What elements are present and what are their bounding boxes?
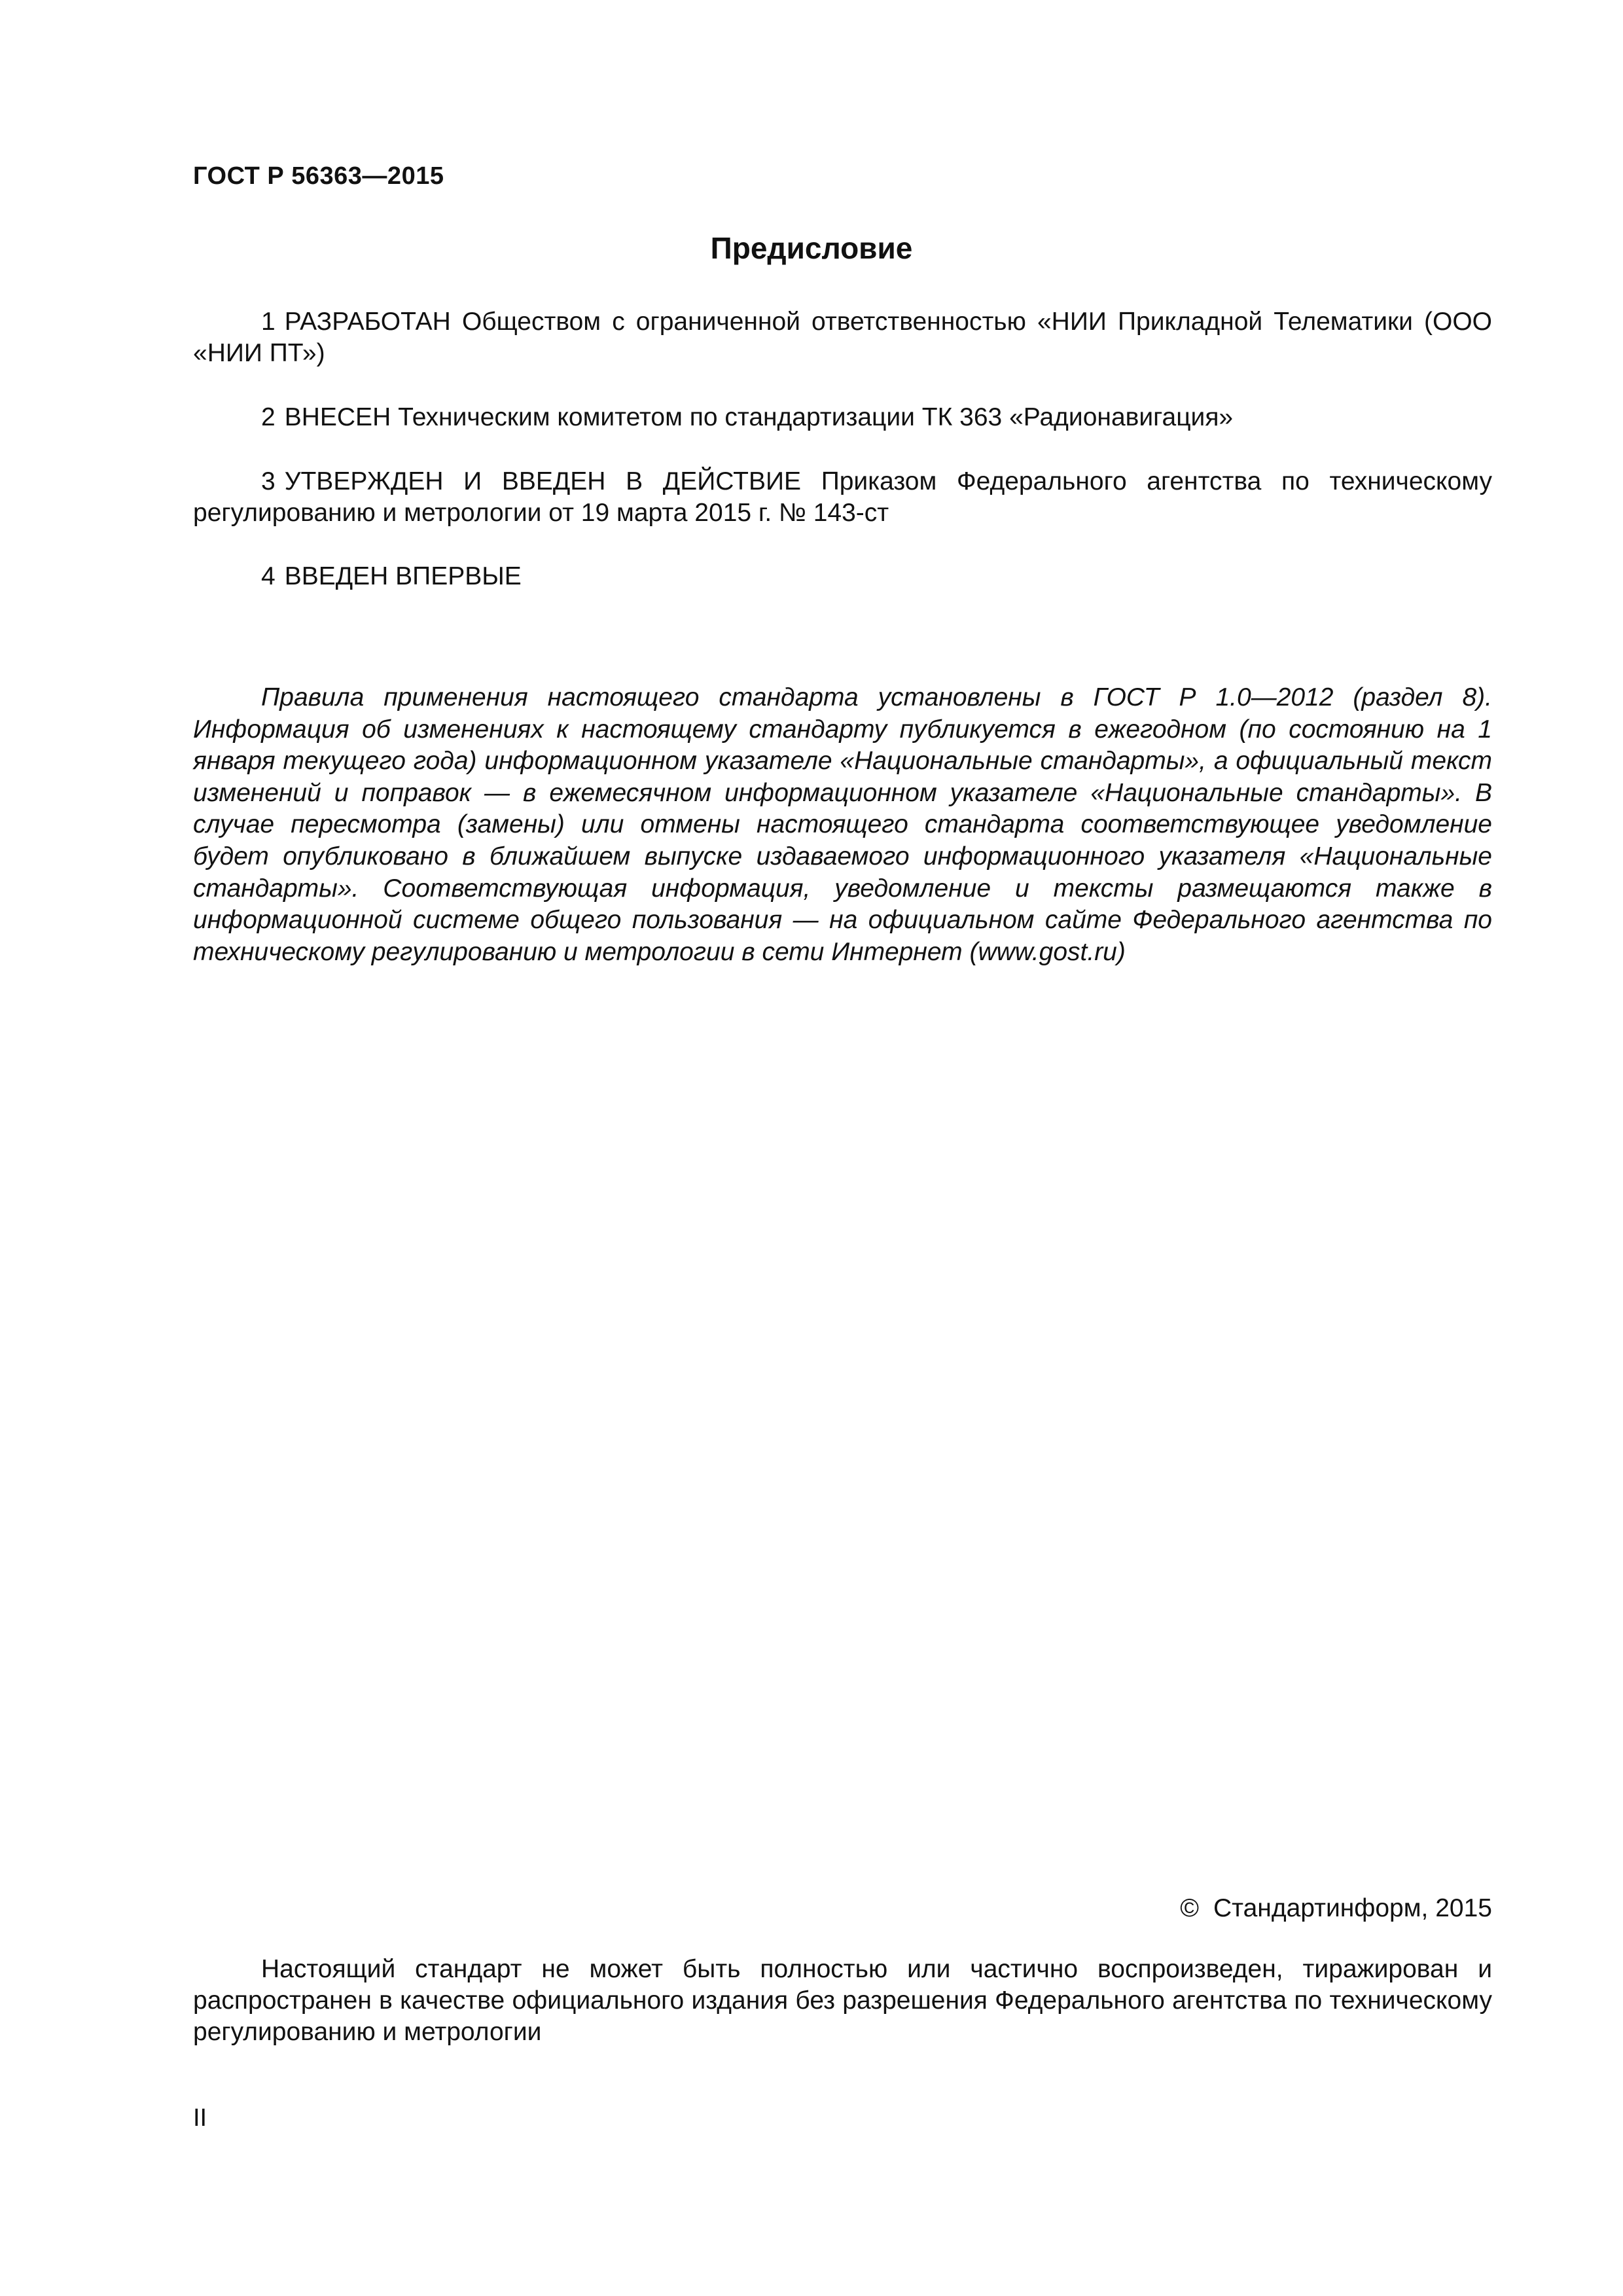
item-number: 4 — [261, 562, 276, 590]
application-rules-notice: Правила применения настоящего стандарта установлены в ГОСТ Р 1.0—2012 (раздел 8). Информация об изменениях к настоящему стандарту публикуется в ежегодном (по состоянию на 1 января текущего года) информационном указателе «Национальные стандарты», а официальный текст изменений и поправок — в ежемесячном информационном указателе «Национальные стандарты». В случае пересмотра (замены) или отмены настоящего стандарта соответствующее уведомление будет опубликовано в ближайшем выпуске издаваемого информационного указателя «Национальные стандарты». Соответствующая информация, уведомление и тексты размещаются также в информационной системе общего пользования — на официальном сайте Федерального агентства по техническому регулированию и метрологии в сети Интернет (www.gost.ru) — [193, 683, 1492, 966]
item-number: 2 — [261, 403, 276, 431]
page-title: Предисловие — [710, 231, 913, 265]
copyright-text: Стандартинформ, 2015 — [1213, 1894, 1492, 1922]
copyright-icon: © — [1180, 1894, 1199, 1922]
item-lead: ВВЕДЕН ВПЕРВЫЕ — [284, 562, 522, 590]
copyright-line — [1180, 1894, 1492, 1923]
item-lead: ВНЕСЕН — [284, 403, 391, 431]
foreword-item-3 — [193, 466, 1492, 529]
document-code: ГОСТ Р 56363—2015 — [193, 162, 444, 190]
item-number: 3 — [261, 467, 276, 495]
foreword-item-4 — [193, 561, 1492, 592]
item-text: Обществом с ограниченной ответственностью «НИИ Прикладной Телематики (ООО «НИИ ПТ») — [193, 308, 1492, 367]
item-lead: РАЗРАБОТАН — [284, 308, 451, 336]
item-number: 1 — [261, 308, 276, 336]
foreword-item-1 — [193, 306, 1492, 369]
foreword-item-2 — [193, 402, 1492, 433]
reproduction-restriction: Настоящий стандарт не может быть полностью или частично воспроизведен, тиражирован и распространен в качестве официального издания без разрешения Федерального агентства по техническому регулированию и метрологии — [193, 1955, 1492, 2046]
item-text: Приказом Федерального агентства по техническому регулированию и метрологии от 19 марта 2015 г. № 143-ст — [193, 467, 1492, 527]
item-text: Техническим комитетом по стандартизации ТК 363 «Радионавигация» — [398, 403, 1234, 431]
page-number: II — [193, 2104, 207, 2132]
item-lead: УТВЕРЖДЕН И ВВЕДЕН В ДЕЙСТВИЕ — [284, 467, 802, 495]
